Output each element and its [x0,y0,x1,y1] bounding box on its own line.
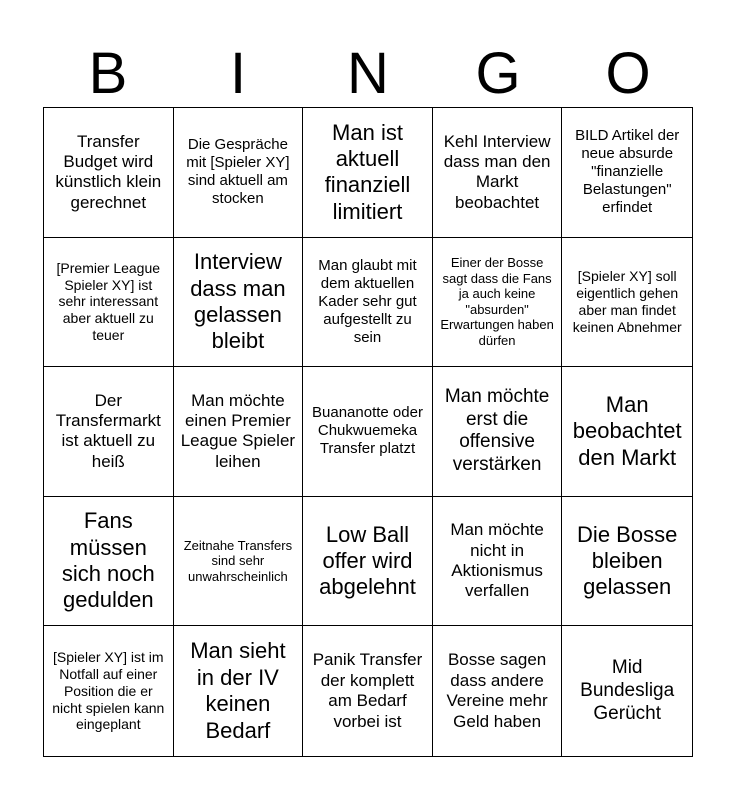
header-letter-i: I [229,41,247,106]
bingo-cell[interactable]: Low Ball offer wird abgelehnt [303,497,433,627]
bingo-cell[interactable]: BILD Artikel der neue absurde "finanzielle Belastungen" erfindet [562,108,692,238]
bingo-cell[interactable]: Bosse sagen dass andere Vereine mehr Geld haben [433,626,563,756]
bingo-cell[interactable]: Man möchte einen Premier League Spieler leihen [174,367,304,497]
bingo-cell[interactable]: [Spieler XY] soll eigentlich gehen aber man findet keinen Abnehmer [562,238,692,368]
bingo-cell[interactable]: Man ist aktuell finanziell limitiert [303,108,433,238]
bingo-cell[interactable]: Einer der Bosse sagt dass die Fans ja auch keine "absurden" Erwartungen haben dürfen [433,238,563,368]
bingo-cell[interactable]: Fans müssen sich noch gedulden [44,497,174,627]
bingo-cell[interactable]: Mid Bundesliga Gerücht [580,657,675,724]
bingo-cell[interactable]: Transfer Budget wird künstlich klein gerechnet [44,108,174,238]
bingo-cell[interactable]: Man glaubt mit dem aktuellen Kader sehr gut aufgestellt zu sein [303,238,433,368]
header-letter-o: O [605,41,651,106]
bingo-cell[interactable]: Die Gespräche mit [Spieler XY] sind aktuell am stocken [174,108,304,238]
bingo-cell[interactable]: Interview dass man gelassen bleibt [174,238,304,368]
bingo-cell[interactable]: Der Transfermarkt ist aktuell zu heiß [44,367,174,497]
bingo-cell[interactable]: Man möchte nicht in Aktionismus verfallen [433,497,563,627]
bingo-cell[interactable]: Kehl Interview dass man den Markt beobachtet [433,108,563,238]
bingo-cell[interactable]: Man beobachtet den Markt [562,367,692,497]
bingo-header [43,40,693,108]
header-letter-b: B [88,41,128,106]
bingo-cell[interactable]: [Spieler XY] ist im Notfall auf einer Position die er nicht spielen kann eingeplant [44,626,174,756]
bingo-cell[interactable]: Panik Transfer der komplett am Bedarf vorbei ist [303,626,433,756]
header-letter-n: N [347,41,389,106]
bingo-cell[interactable]: Buananotte oder Chukwuemeka Transfer platzt [303,367,433,497]
bingo-cell[interactable]: Zeitnahe Transfers sind sehr unwahrscheinlich [174,497,304,627]
bingo-cell[interactable]: [Premier League Spieler XY] ist sehr interessant aber aktuell zu teuer [44,238,174,368]
header-letter-g: G [475,41,521,106]
bingo-cell[interactable]: Man sieht in der IV keinen Bedarf [174,626,304,756]
bingo-grid [43,107,693,757]
bingo-cell[interactable]: Die Bosse bleiben gelassen [562,497,692,627]
bingo-cell[interactable]: Man möchte erst die offensive verstärken [433,367,563,497]
